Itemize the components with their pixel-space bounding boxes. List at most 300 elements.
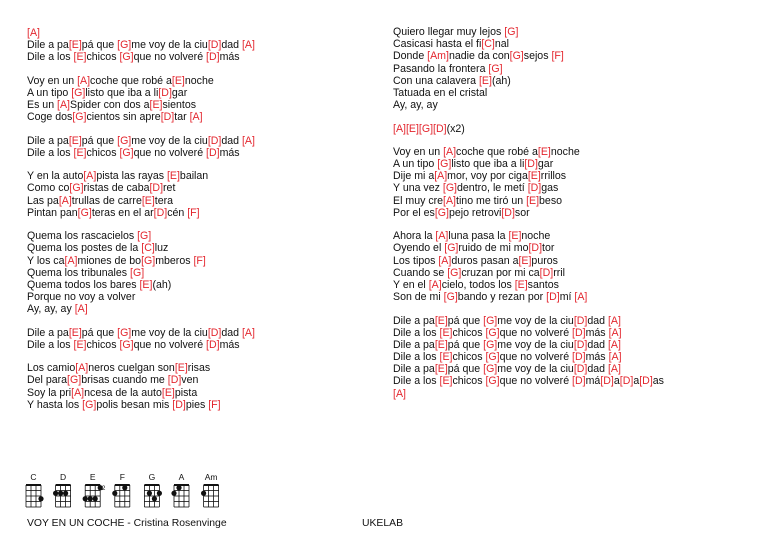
lyric-line [393,279,733,291]
lyric-text: Como co [27,182,70,195]
lyric-text: mberos [155,254,194,267]
chord-label: [A] [428,278,442,291]
lyric-text: dad [221,39,242,52]
lyric-text: que no volveré [499,351,573,364]
lyric-text: me voy de la ciu [131,39,208,52]
chord-label: [G] [82,398,97,411]
lyric-text: Dile a los [393,375,440,388]
lyric-text: Dile a pa [393,363,435,376]
lyric-text: Ay, ay, ay [393,99,438,112]
lyric-line [393,375,733,387]
chord-label: [A] [57,99,70,112]
finger-dot [93,496,98,501]
chord-diagram-a [171,472,189,507]
lyric-line [393,170,733,182]
lyric-text: pá que [81,134,118,147]
lyric-text: polis besan mis [96,398,173,411]
chord-label: [D] [546,291,560,304]
lyric-line [393,195,733,207]
lyric-text: bailan [179,170,209,183]
finger-dot [157,491,162,496]
chord-label: [A][E][G][D] [393,122,447,135]
lyric-text: Spider con dos a [70,99,150,112]
finger-dot [112,491,117,496]
lyric-line [27,39,357,51]
lyric-text: Dile a pa [27,134,69,147]
finger-dot [152,496,157,501]
lyric-line [393,63,733,75]
lyric-text: tera [154,194,174,207]
lyric-text: El muy cre [393,194,444,207]
stanza [27,27,357,64]
lyric-text: Dile a los [27,51,74,64]
chord-diagram-g [144,472,162,507]
chord-label: [C] [481,38,495,51]
chord-name: Am [204,472,218,482]
chord-name: C [30,472,37,482]
lyric-line [393,339,733,351]
chord-label: [G] [69,182,84,195]
chord-label: [D] [572,326,586,339]
lyric-text: sor [514,206,530,219]
chord-label: [G] [67,374,82,387]
lyric-line [393,123,733,135]
finger-dot [88,496,93,501]
lyric-text: Dile a pa [393,314,435,327]
chord-label: [A] [607,363,621,376]
chord-label: [E] [161,386,175,399]
chord-label: [D] [573,338,588,351]
chord-label: [G] [483,363,498,376]
chord-label: [E] [73,51,87,64]
chord-label: [F] [187,206,200,219]
lyric-line [27,374,357,386]
chord-label: [G] [117,39,132,52]
chord-diagram-d [53,472,71,507]
lyric-text: ven [181,374,199,387]
lyric-line [393,327,733,339]
chord-label: [F] [193,254,206,267]
lyric-text: neros cuelgan son [88,362,175,375]
lyric-line [27,242,357,254]
lyric-line [393,87,733,99]
lyric-line [27,207,357,219]
stanza [27,170,357,219]
chord-label: [D] [172,398,186,411]
chord-label: [G] [488,62,503,75]
chord-label: [E] [139,278,153,291]
chord-label: [A] [58,194,72,207]
lyric-line [27,339,357,351]
chord-diagrams [24,472,254,516]
lyric-text: Cuando se [393,266,448,279]
lyric-text: Donde [393,50,428,63]
lyric-text: luz [154,242,169,255]
chord-label: [A] [574,291,588,304]
stanza [393,26,733,111]
lyric-text: más [219,146,240,159]
chord-label: [E] [73,338,87,351]
chord-label: [D] [619,375,634,388]
lyric-text: que no volveré [499,375,573,388]
lyric-text: pies [185,398,209,411]
lyric-text: Del para [27,374,68,387]
chord-label: [D] [149,182,164,195]
lyric-text: ristas de caba [83,182,150,195]
lyric-text: Y en la auto [27,170,84,183]
chord-label: [E] [68,134,82,147]
chord-label: [A] [607,314,621,327]
lyric-text: a [613,375,620,388]
lyric-text: chicos [86,146,120,159]
lyric-line [393,26,733,38]
chord-label: [G] [137,230,152,243]
chord-diagram-am [201,472,219,507]
chord-label: [D] [206,146,220,159]
lyric-text: nal [494,38,510,51]
chord-label: [A] [607,338,621,351]
chord-label: [G] [485,375,500,388]
fret-number: 2 [101,485,106,492]
chord-label: [G] [485,351,500,364]
lyric-text: gar [171,86,188,99]
lyric-text: que no volveré [133,146,207,159]
lyric-text: mor, voy por ciga [447,170,528,183]
stanza [393,123,733,135]
lyric-line [393,50,733,62]
chord-label: [E] [68,326,82,339]
lyric-text: me voy de la ciu [497,363,574,376]
lyric-line [393,255,733,267]
chord-label: [F] [551,50,564,63]
lyric-text: cientos sin apre [86,111,161,124]
lyric-text: ruido de mi mo [458,242,529,255]
finger-dot [201,491,206,496]
stanza [27,75,357,124]
chord-label: [A] [241,326,255,339]
lyric-text: que no volveré [133,51,207,64]
lyric-text: coche que robé a [456,145,538,158]
chord-label: [D] [572,351,586,364]
chord-label: [A] [77,74,91,87]
chord-label: [D] [167,374,182,387]
chord-label: [G] [483,338,498,351]
lyric-text: rril [553,266,565,279]
lyric-text: Dile a pa [27,326,69,339]
lyric-line [27,255,357,267]
chord-label: [A] [74,303,88,316]
chord-label: [D] [600,375,614,388]
lyric-line [27,51,357,63]
chord-label: [G] [77,206,92,219]
lyric-line [27,303,357,315]
lyric-text: dad [587,314,608,327]
lyric-text: as [652,375,664,388]
chord-label: [E] [171,74,185,87]
lyric-line [27,195,357,207]
lyric-text: Los camio [27,362,76,375]
lyric-text: chicos [452,351,486,364]
lyric-line [393,75,733,87]
lyric-line [393,291,733,303]
lyric-text: Dile a los [393,351,440,364]
lyric-text: sejos [523,50,552,63]
chord-label: [G] [437,158,452,171]
lyric-text: (x2) [446,122,465,135]
chord-label: [C] [141,242,155,255]
chord-label: [A] [393,387,406,400]
chord-label: [D] [639,375,653,388]
lyric-text: Voy en un [27,74,78,87]
chord-label: [A] [71,386,85,399]
lyric-line [393,388,733,400]
brand-name: UKELAB [362,518,404,529]
lyric-text: más [219,338,240,351]
lyric-text: santos [527,278,559,291]
lyric-text: sientos [162,99,197,112]
lyric-text: pá que [81,326,118,339]
lyric-text: Pasando la frontera [393,62,489,75]
lyric-text: chicos [86,338,120,351]
chord-label: [D] [528,242,543,255]
lyric-text: Y hasta los [27,398,83,411]
finger-dot [38,496,43,501]
chord-label: [G] [485,326,500,339]
chord-label: [E] [439,375,453,388]
chord-label: [E] [537,145,551,158]
finger-dot [176,485,181,490]
lyric-text: Dile a pa [393,338,435,351]
chord-label: [E] [434,314,448,327]
chord-label: [D] [573,363,588,376]
lyric-text: luna pasa la [448,230,509,243]
lyric-text: dad [221,134,242,147]
lyric-line [393,363,733,375]
lyric-text: listo que iba a li [451,158,525,171]
chord-label: [D] [501,206,515,219]
lyric-text: gas [541,182,559,195]
chord-label: [A] [608,351,622,364]
chord-label: [E] [141,194,155,207]
chord-label: [E] [174,362,188,375]
chord-label: [A] [64,254,78,267]
lyric-line [393,38,733,50]
lyric-text: Y los ca [27,254,65,267]
chord-label: [D] [527,182,542,195]
chord-label: [D] [153,206,168,219]
chord-label: [A] [443,194,456,207]
lyric-text: beso [539,194,563,207]
lyric-text: Dile a los [393,326,440,339]
chord-label: [A] [241,134,255,147]
lyric-text: brisas cuando me [81,374,168,387]
chord-label: [E] [518,254,532,267]
lyric-text: pista [174,386,198,399]
chord-label: [G] [444,242,459,255]
chord-name: D [60,472,67,482]
stanza [27,230,357,315]
lyric-line [393,267,733,279]
lyric-text: Quema los tribunales [27,266,131,279]
chord-label: [D] [572,375,586,388]
lyric-text: dad [587,363,608,376]
lyric-text: cruzan por mi ca [461,266,540,279]
lyric-text: que no volveré [133,338,207,351]
chord-label: [G] [141,254,156,267]
lyric-text: chicos [86,51,120,64]
chord-label: [E] [68,39,82,52]
chord-label: [D] [158,86,172,99]
lyric-line [27,147,357,159]
chord-label: [G] [504,26,519,38]
lyric-text: listo que iba a li [85,86,159,99]
lyric-line [27,111,357,123]
lyric-text: gar [537,158,554,171]
chord-label: [E] [439,351,453,364]
chord-label: [A] [241,39,255,52]
chord-label: [A] [189,111,203,124]
lyric-line [393,230,733,242]
lyric-text: risas [187,362,211,375]
lyric-text: tar [174,111,190,124]
chord-label: [G] [447,266,462,279]
chord-name: G [148,472,156,482]
lyric-text: rrillos [540,170,567,183]
chord-diagram-c [26,472,44,507]
chord-label: [E] [166,170,180,183]
finger-dot [58,491,63,496]
chord-label: [D] [207,39,222,52]
finger-dot [122,485,127,490]
lyric-line [393,99,733,111]
lyric-text: Quiero llegar muy lejos [393,26,505,38]
lyric-line [393,158,733,170]
lyric-text: más [585,326,609,339]
lyric-text: Oyendo el [393,242,445,255]
chord-label: [F] [208,398,221,411]
chord-label: [G] [442,182,458,195]
lyric-text: cielo, todos los [441,278,515,291]
lyric-text: Casicasi hasta el fi [393,38,482,51]
stanza [27,327,357,351]
chord-label: [A] [608,326,622,339]
chord-label: [G] [509,50,524,63]
lyric-text: pá que [81,39,118,52]
chord-name: F [119,472,125,482]
lyric-line [27,387,357,399]
lyric-text: pá que [447,314,484,327]
chord-label: [G] [119,51,134,64]
lyric-text: ret [163,182,176,195]
lyric-text: Por el es [393,206,435,219]
lyric-text: me voy de la ciu [131,134,208,147]
chord-label: [G] [117,134,132,147]
lyric-text: noche [550,145,580,158]
lyric-line [27,182,357,194]
lyric-line [27,267,357,279]
chord-label: [D] [206,51,220,64]
lyric-line [27,170,357,182]
finger-dot [171,491,176,496]
lyric-text: dad [587,338,608,351]
chord-diagram-e [83,472,106,507]
chord-label: [E] [434,338,448,351]
lyric-text: duros pasan a [451,254,519,267]
lyric-text: Quema los postes de la [27,242,142,255]
chord-label: [D] [539,266,554,279]
lyric-text: A un tipo [393,158,438,171]
lyric-text: nadie da con [448,50,510,63]
lyric-text: Y una vez [393,182,443,195]
chord-name: A [178,472,185,482]
lyric-text: (ah) [491,74,511,87]
lyric-line [27,99,357,111]
chord-label: [D] [160,111,175,124]
chord-label: [G] [434,206,449,219]
lyric-line [393,146,733,158]
chord-label: [D] [207,326,222,339]
finger-dot [53,491,58,496]
lyric-line [27,327,357,339]
finger-dot [83,496,88,501]
stanza [393,146,733,219]
chord-label: [G] [119,338,134,351]
lyric-line [393,182,733,194]
lyric-text: Ahora la [393,230,436,243]
chord-label: [D] [573,314,588,327]
stanza [27,362,357,411]
chord-label: [G] [443,291,458,304]
lyric-text: noche [184,74,214,87]
lyric-line [27,27,357,39]
chord-label: [G] [130,266,145,279]
chord-label: [A] [438,254,452,267]
lyric-line [27,87,357,99]
lyric-text: cén [167,206,188,219]
chord-label: [A] [435,230,449,243]
chord-name: E [89,472,96,482]
lyric-text: Voy en un [393,145,444,158]
chord-label: [E] [514,278,528,291]
lyric-text: Dile a los [27,338,74,351]
lyric-text: Ay, ay, ay [27,303,75,316]
lyric-text: Tatuada en el cristal [393,86,488,99]
stanza [393,230,733,303]
lyric-text: Dije mi a [393,170,435,183]
lyric-text: Y en el [393,278,429,291]
chord-label: [E] [73,146,87,159]
stanza [27,135,357,159]
lyric-text: dentro, le metí [457,182,528,195]
chord-label: [A] [27,27,40,39]
lyric-line [27,362,357,374]
lyric-text: miones de bo [77,254,142,267]
lyric-text: bando y rezan por [457,291,547,304]
chord-label: [E] [439,326,453,339]
lyric-text: noche [521,230,551,243]
lyric-text: Coge dos [27,111,73,124]
lyric-line [27,230,357,242]
chord-label: [E] [478,74,492,87]
lyric-text: Es un [27,99,58,112]
lyric-text: teras en el ar [91,206,154,219]
lyric-text: me voy de la ciu [497,338,574,351]
lyric-line [393,207,733,219]
lyric-text: coche que robé a [90,74,172,87]
lyric-line [27,399,357,411]
lyric-text: a [633,375,640,388]
lyric-text: Las pa [27,194,59,207]
